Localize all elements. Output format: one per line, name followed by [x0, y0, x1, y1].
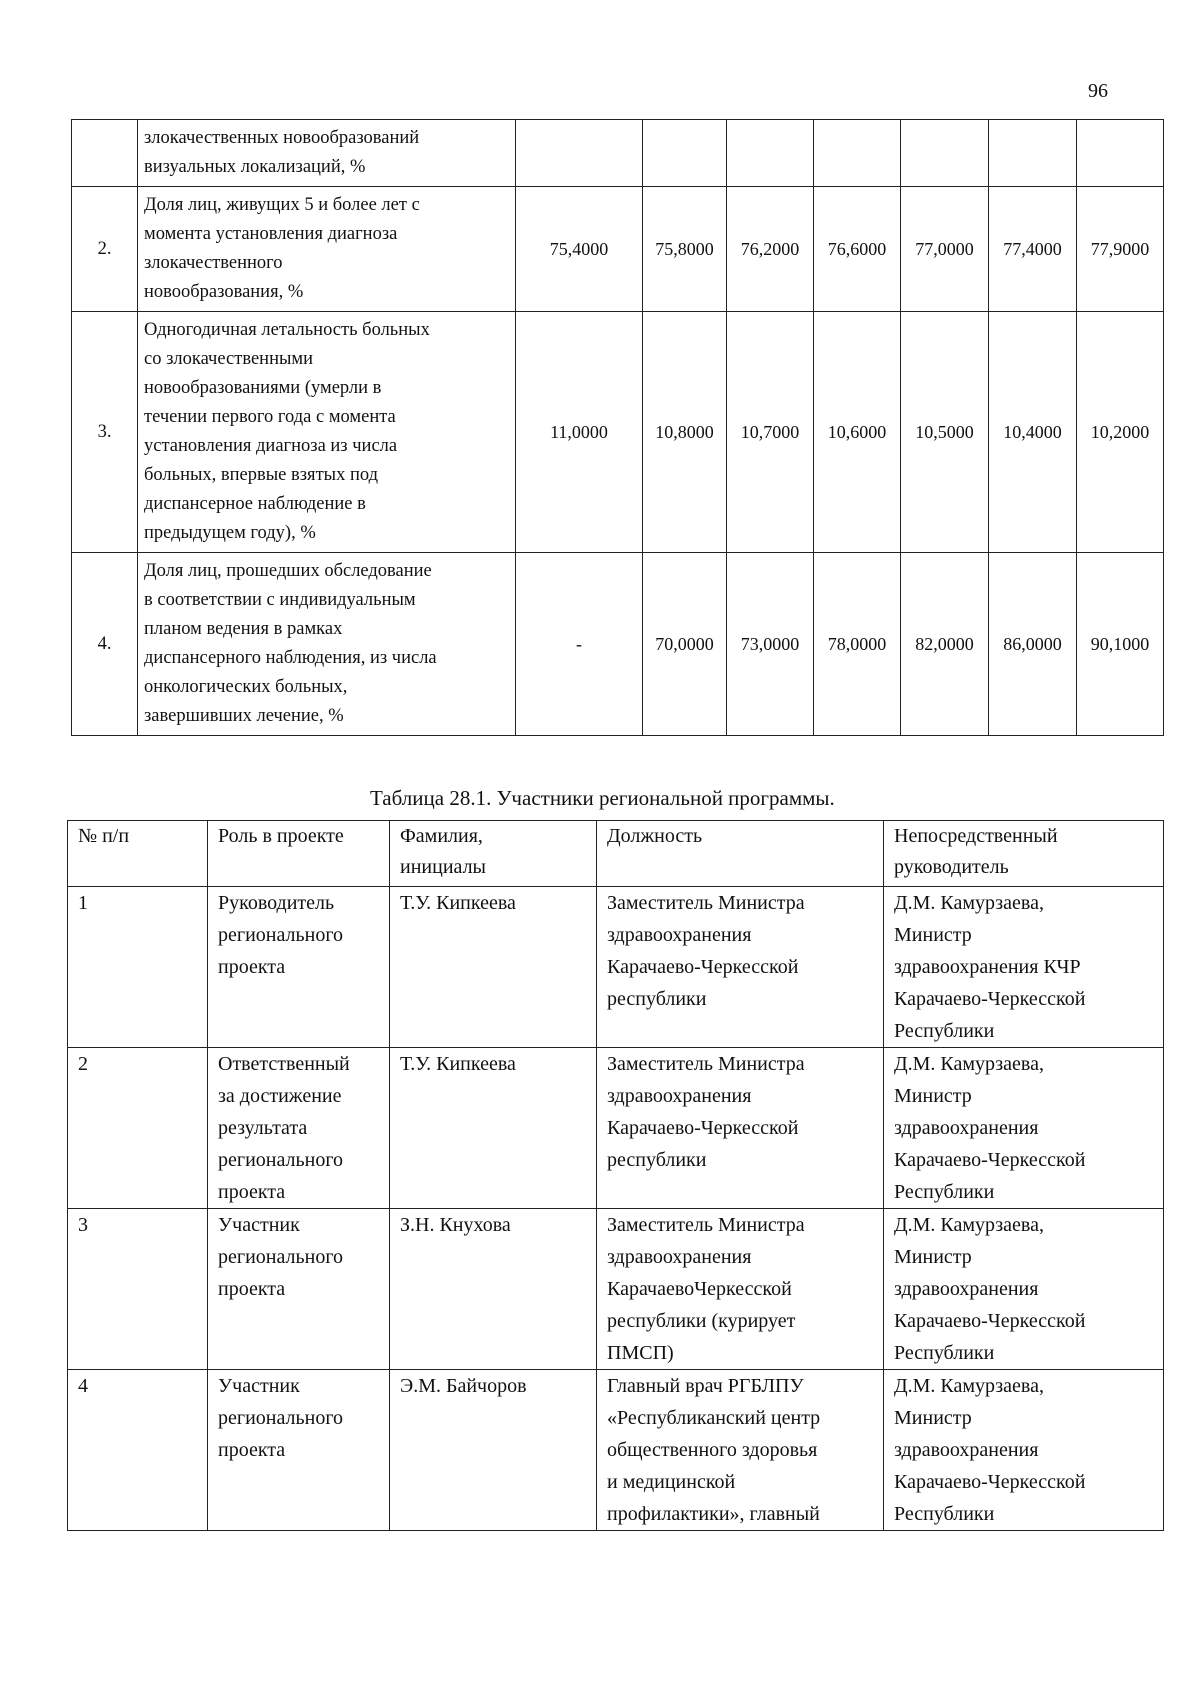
text-line: Участник [218, 1214, 300, 1236]
indicator-value: 10,5000 [901, 312, 989, 553]
text-line: Республики [894, 1020, 995, 1042]
indicator-value: 75,4000 [516, 187, 643, 312]
row-number: 2. [72, 187, 138, 312]
column-header [68, 821, 208, 887]
position-cell [597, 1370, 884, 1531]
text-line: диспансерного наблюдения, из числа [144, 648, 437, 668]
table-row [72, 553, 1164, 736]
row-number: 4 [68, 1370, 208, 1531]
table-row [68, 1048, 1164, 1209]
text-line: Главный врач РГБЛПУ [607, 1375, 804, 1397]
text-line: регионального [218, 1246, 344, 1268]
column-header [884, 821, 1164, 887]
indicator-value: 77,9000 [1077, 187, 1164, 312]
indicator-value [643, 120, 727, 187]
text-line: Карачаево-Черкесской [607, 1117, 799, 1139]
text-line: Карачаево-Черкесской [894, 988, 1086, 1010]
manager-cell [884, 1209, 1164, 1370]
text-line: и медицинской [607, 1471, 736, 1493]
role-cell [208, 1209, 390, 1370]
indicator-value: 82,0000 [901, 553, 989, 736]
table-row [68, 887, 1164, 1048]
row-number [72, 120, 138, 187]
text-line: здравоохранения [607, 1246, 752, 1268]
text-line: Д.М. Камурзаева, [894, 1375, 1044, 1397]
table-row [72, 312, 1164, 553]
text-line: Карачаево-Черкесской [894, 1310, 1086, 1332]
table-row [68, 1209, 1164, 1370]
indicator-description [138, 312, 516, 553]
text-line: новообразования, % [144, 282, 304, 302]
role-cell [208, 1048, 390, 1209]
position-cell [597, 1209, 884, 1370]
text-line: Республики [894, 1342, 995, 1364]
indicator-value [989, 120, 1077, 187]
indicator-description [138, 187, 516, 312]
text-line: инициалы [400, 856, 486, 878]
text-line: Фамилия, [400, 825, 483, 847]
text-line: завершивших лечение, % [144, 706, 344, 726]
text-line: Министр [894, 924, 972, 946]
indicator-value: 76,2000 [727, 187, 814, 312]
row-number: 4. [72, 553, 138, 736]
text-line: проекта [218, 1181, 286, 1203]
role-cell [208, 887, 390, 1048]
text-line: результата [218, 1117, 308, 1139]
indicator-value [516, 120, 643, 187]
text-line: Республики [894, 1181, 995, 1203]
text-line: общественного здоровья [607, 1439, 818, 1461]
text-line: со злокачественными [144, 349, 314, 369]
text-line: Министр [894, 1407, 972, 1429]
text-line: злокачественных новообразований [144, 128, 420, 148]
indicator-value [1077, 120, 1164, 187]
text-line: республики [607, 988, 707, 1010]
indicator-value: 10,4000 [989, 312, 1077, 553]
text-line: Доля лиц, прошедших обследование [144, 561, 432, 581]
text-line: Заместитель Министра [607, 1214, 805, 1236]
text-line: Д.М. Камурзаева, [894, 1053, 1044, 1075]
indicator-value: 86,0000 [989, 553, 1077, 736]
text-line: проекта [218, 1439, 286, 1461]
indicators-table [71, 119, 1164, 736]
text-line: Заместитель Министра [607, 1053, 805, 1075]
text-line: здравоохранения [894, 1439, 1039, 1461]
text-line: Республики [894, 1503, 995, 1525]
text-line: в соответствии с индивидуальным [144, 590, 416, 610]
column-header [208, 821, 390, 887]
name-cell: З.Н. Кнухова [390, 1209, 597, 1370]
text-line: ПМСП) [607, 1342, 674, 1364]
column-header [390, 821, 597, 887]
text-line: проекта [218, 956, 286, 978]
text-line: регионального [218, 1407, 344, 1429]
text-line: республики (курирует [607, 1310, 796, 1332]
indicator-value: 11,0000 [516, 312, 643, 553]
text-line: Роль в проекте [218, 825, 344, 847]
role-cell [208, 1370, 390, 1531]
text-line: больных, впервые взятых под [144, 465, 378, 485]
text-line: планом ведения в рамках [144, 619, 343, 639]
text-line: Заместитель Министра [607, 892, 805, 914]
row-number: 1 [68, 887, 208, 1048]
text-line: течении первого года с момента [144, 407, 396, 427]
indicator-value: - [516, 553, 643, 736]
text-line: Министр [894, 1246, 972, 1268]
name-cell: Т.У. Кипкеева [390, 1048, 597, 1209]
text-line: Участник [218, 1375, 300, 1397]
manager-cell [884, 887, 1164, 1048]
text-line: здравоохранения [894, 1117, 1039, 1139]
row-number: 3. [72, 312, 138, 553]
indicator-value [901, 120, 989, 187]
name-cell: Т.У. Кипкеева [390, 887, 597, 1048]
indicator-value: 10,6000 [814, 312, 901, 553]
participants-table [67, 820, 1164, 1531]
text-line: здравоохранения [894, 1278, 1039, 1300]
indicator-value: 90,1000 [1077, 553, 1164, 736]
text-line: Д.М. Камурзаева, [894, 1214, 1044, 1236]
text-line: Карачаево-Черкесской [894, 1149, 1086, 1171]
indicator-value [814, 120, 901, 187]
text-line: регионального [218, 1149, 344, 1171]
page-number: 96 [1088, 80, 1108, 102]
text-line: проекта [218, 1278, 286, 1300]
indicator-value: 10,7000 [727, 312, 814, 553]
text-line: регионального [218, 924, 344, 946]
text-line: Одногодичная летальность больных [144, 320, 430, 340]
text-line: Министр [894, 1085, 972, 1107]
text-line: Руководитель [218, 892, 335, 914]
indicator-value: 73,0000 [727, 553, 814, 736]
indicator-value: 77,0000 [901, 187, 989, 312]
indicator-value [727, 120, 814, 187]
text-line: профилактики», главный [607, 1503, 820, 1525]
table-row [68, 1370, 1164, 1531]
text-line: за достижение [218, 1085, 342, 1107]
text-line: здравоохранения [607, 1085, 752, 1107]
indicator-description [138, 553, 516, 736]
name-cell: Э.М. Байчоров [390, 1370, 597, 1531]
text-line: онкологических больных, [144, 677, 348, 697]
indicator-value: 75,8000 [643, 187, 727, 312]
manager-cell [884, 1370, 1164, 1531]
indicator-value: 10,8000 [643, 312, 727, 553]
indicator-value: 76,6000 [814, 187, 901, 312]
row-number: 2 [68, 1048, 208, 1209]
text-line: Карачаево-Черкесской [894, 1471, 1086, 1493]
indicator-value: 70,0000 [643, 553, 727, 736]
table-row [72, 187, 1164, 312]
manager-cell [884, 1048, 1164, 1209]
text-line: момента установления диагноза [144, 224, 398, 244]
indicator-description [138, 120, 516, 187]
text-line: Д.М. Камурзаева, [894, 892, 1044, 914]
indicator-value: 10,2000 [1077, 312, 1164, 553]
indicator-value: 77,4000 [989, 187, 1077, 312]
text-line: здравоохранения [607, 924, 752, 946]
position-cell [597, 1048, 884, 1209]
text-line: руководитель [894, 856, 1009, 878]
text-line: Должность [607, 825, 703, 847]
text-line: № п/п [78, 825, 130, 847]
text-line: предыдущем году), % [144, 523, 316, 543]
text-line: визуальных локализаций, % [144, 157, 366, 177]
table-row [72, 120, 1164, 187]
text-line: «Республиканский центр [607, 1407, 821, 1429]
text-line: здравоохранения КЧР [894, 956, 1081, 978]
table-caption: Таблица 28.1. Участники региональной программы. [370, 786, 835, 810]
table-header-row [68, 821, 1164, 887]
text-line: Ответственный [218, 1053, 350, 1075]
text-line: новообразованиями (умерли в [144, 378, 382, 398]
text-line: установления диагноза из числа [144, 436, 398, 456]
row-number: 3 [68, 1209, 208, 1370]
text-line: Доля лиц, живущих 5 и более лет с [144, 195, 420, 215]
text-line: КарачаевоЧеркесской [607, 1278, 792, 1300]
text-line: диспансерное наблюдение в [144, 494, 366, 514]
text-line: республики [607, 1149, 707, 1171]
indicator-value: 78,0000 [814, 553, 901, 736]
text-line: Непосредственный [894, 825, 1058, 847]
column-header [597, 821, 884, 887]
text-line: Карачаево-Черкесской [607, 956, 799, 978]
text-line: злокачественного [144, 253, 283, 273]
position-cell [597, 887, 884, 1048]
